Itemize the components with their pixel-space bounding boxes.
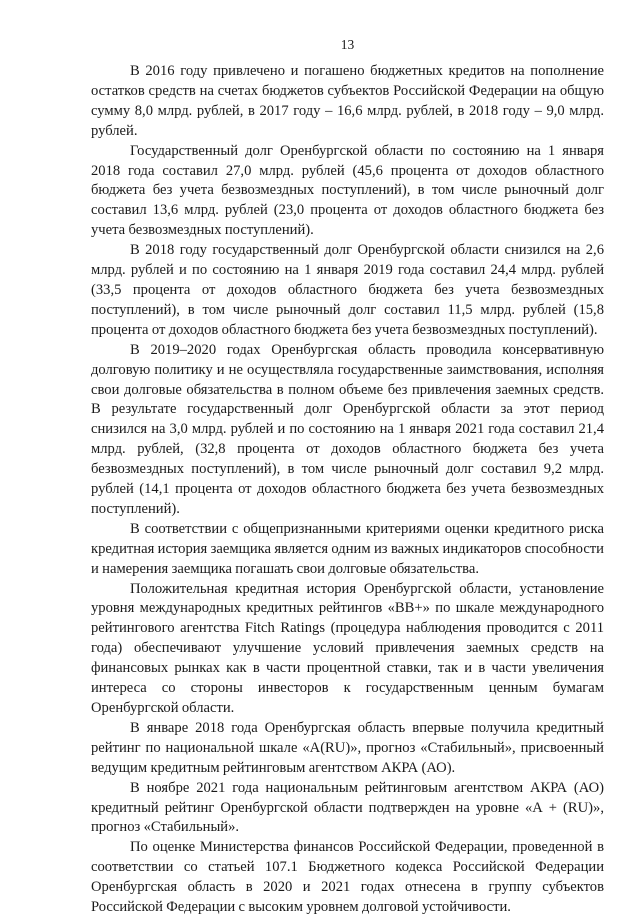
document-body <box>91 62 604 918</box>
paragraph-rating-january-2018: В январе 2018 года Оренбургская область впервые получила кредитный рейтинг по национальной шкале «А(RU)», прогноз «Стабильный», присвоенный ведущим кредитным рейтинговым агентством АКРА (АО). <box>91 719 604 776</box>
page-number: 13 <box>340 37 355 52</box>
paragraph-debt-policy-2019-2020: В 2019–2020 годах Оренбургская область проводила консервативную долговую политику и не осуществляла государственные заимствования, исполняя свои долговые обязательства в полном объеме без привлечения заемных средств. В результате государственный долг Оренбургской области за этот период снизился на 3,0 млрд. рублей и по состоянию на 1 января 2021 года составил 21,4 млрд. рублей, (32,8 процента от доходов областного бюджета без учета безвозмездных поступлений), в том числе рыночный долг составил 9,2 млрд. рублей (14,1 процента от доходов областного бюджета без учета безвозмездных поступлений). <box>91 341 604 517</box>
paragraph-debt-2019: В 2018 году государственный долг Оренбургской области снизился на 2,6 млрд. рублей и по состоянию на 1 января 2019 года составил 24,4 млрд. рублей (33,5 процента от доходов областного бюджета без учета безвозмездных поступлений), в том числе рыночный долг составил 11,5 млрд. рублей (15,8 процента от доходов областного бюджета без учета безвозмездных поступлений). <box>91 242 604 338</box>
paragraph-credit-history-criteria: В соответствии с общепризнанными критериями оценки кредитного риска кредитная история заемщика является одним из важных индикаторов способности и намерения заемщика погашать свои долговые обязательства. <box>91 520 604 577</box>
paragraph-debt-2018: Государственный долг Оренбургской области по состоянию на 1 января 2018 года составил 27,0 млрд. рублей (45,6 процента от доходов областного бюджета без учета безвозмездных поступлений), в том числе рыночный долг составил 13,6 млрд. рублей (23,0 процента от доходов областного бюджета без учета безвозмездных поступлений). <box>91 142 604 239</box>
paragraph-debt-sustainability: По оценке Министерства финансов Российской Федерации, проведенной в соответствии со статьей 107.1 Бюджетного кодекса Российской Федерации Оренбургская область в 2020 и 2021 годах отнесена в группу субъектов Российской Федерации с высоким уровнем долговой устойчивости. <box>91 839 604 916</box>
paragraph-rating-november-2021: В ноябре 2021 года национальным рейтинговым агентством АКРА (АО) кредитный рейтинг Оренбургской области подтвержден на уровне «А + (RU)», прогноз «Стабильный». <box>91 779 604 836</box>
paragraph-positive-credit-history: Положительная кредитная история Оренбургской области, установление уровня международных кредитных рейтингов «BB+» по шкале международного рейтингового агентства Fitch Ratings (процедура наблюдения проводится с 2011 года) обеспечивают улучшение условий привлечения заемных средств на финансовых рынках как в части процентной ставки, так и в части увеличения интереса со стороны инвесторов к государственным ценным бумагам Оренбургской области. <box>91 580 604 716</box>
paragraph-budget-credits: В 2016 году привлечено и погашено бюджетных кредитов на пополнение остатков средств на счетах бюджетов субъектов Российской Федерации на общую сумму 8,0 млрд. рублей, в 2017 году – 16,6 млрд. рублей, в 2018 году – 9,0 млрд. рублей. <box>91 63 604 139</box>
